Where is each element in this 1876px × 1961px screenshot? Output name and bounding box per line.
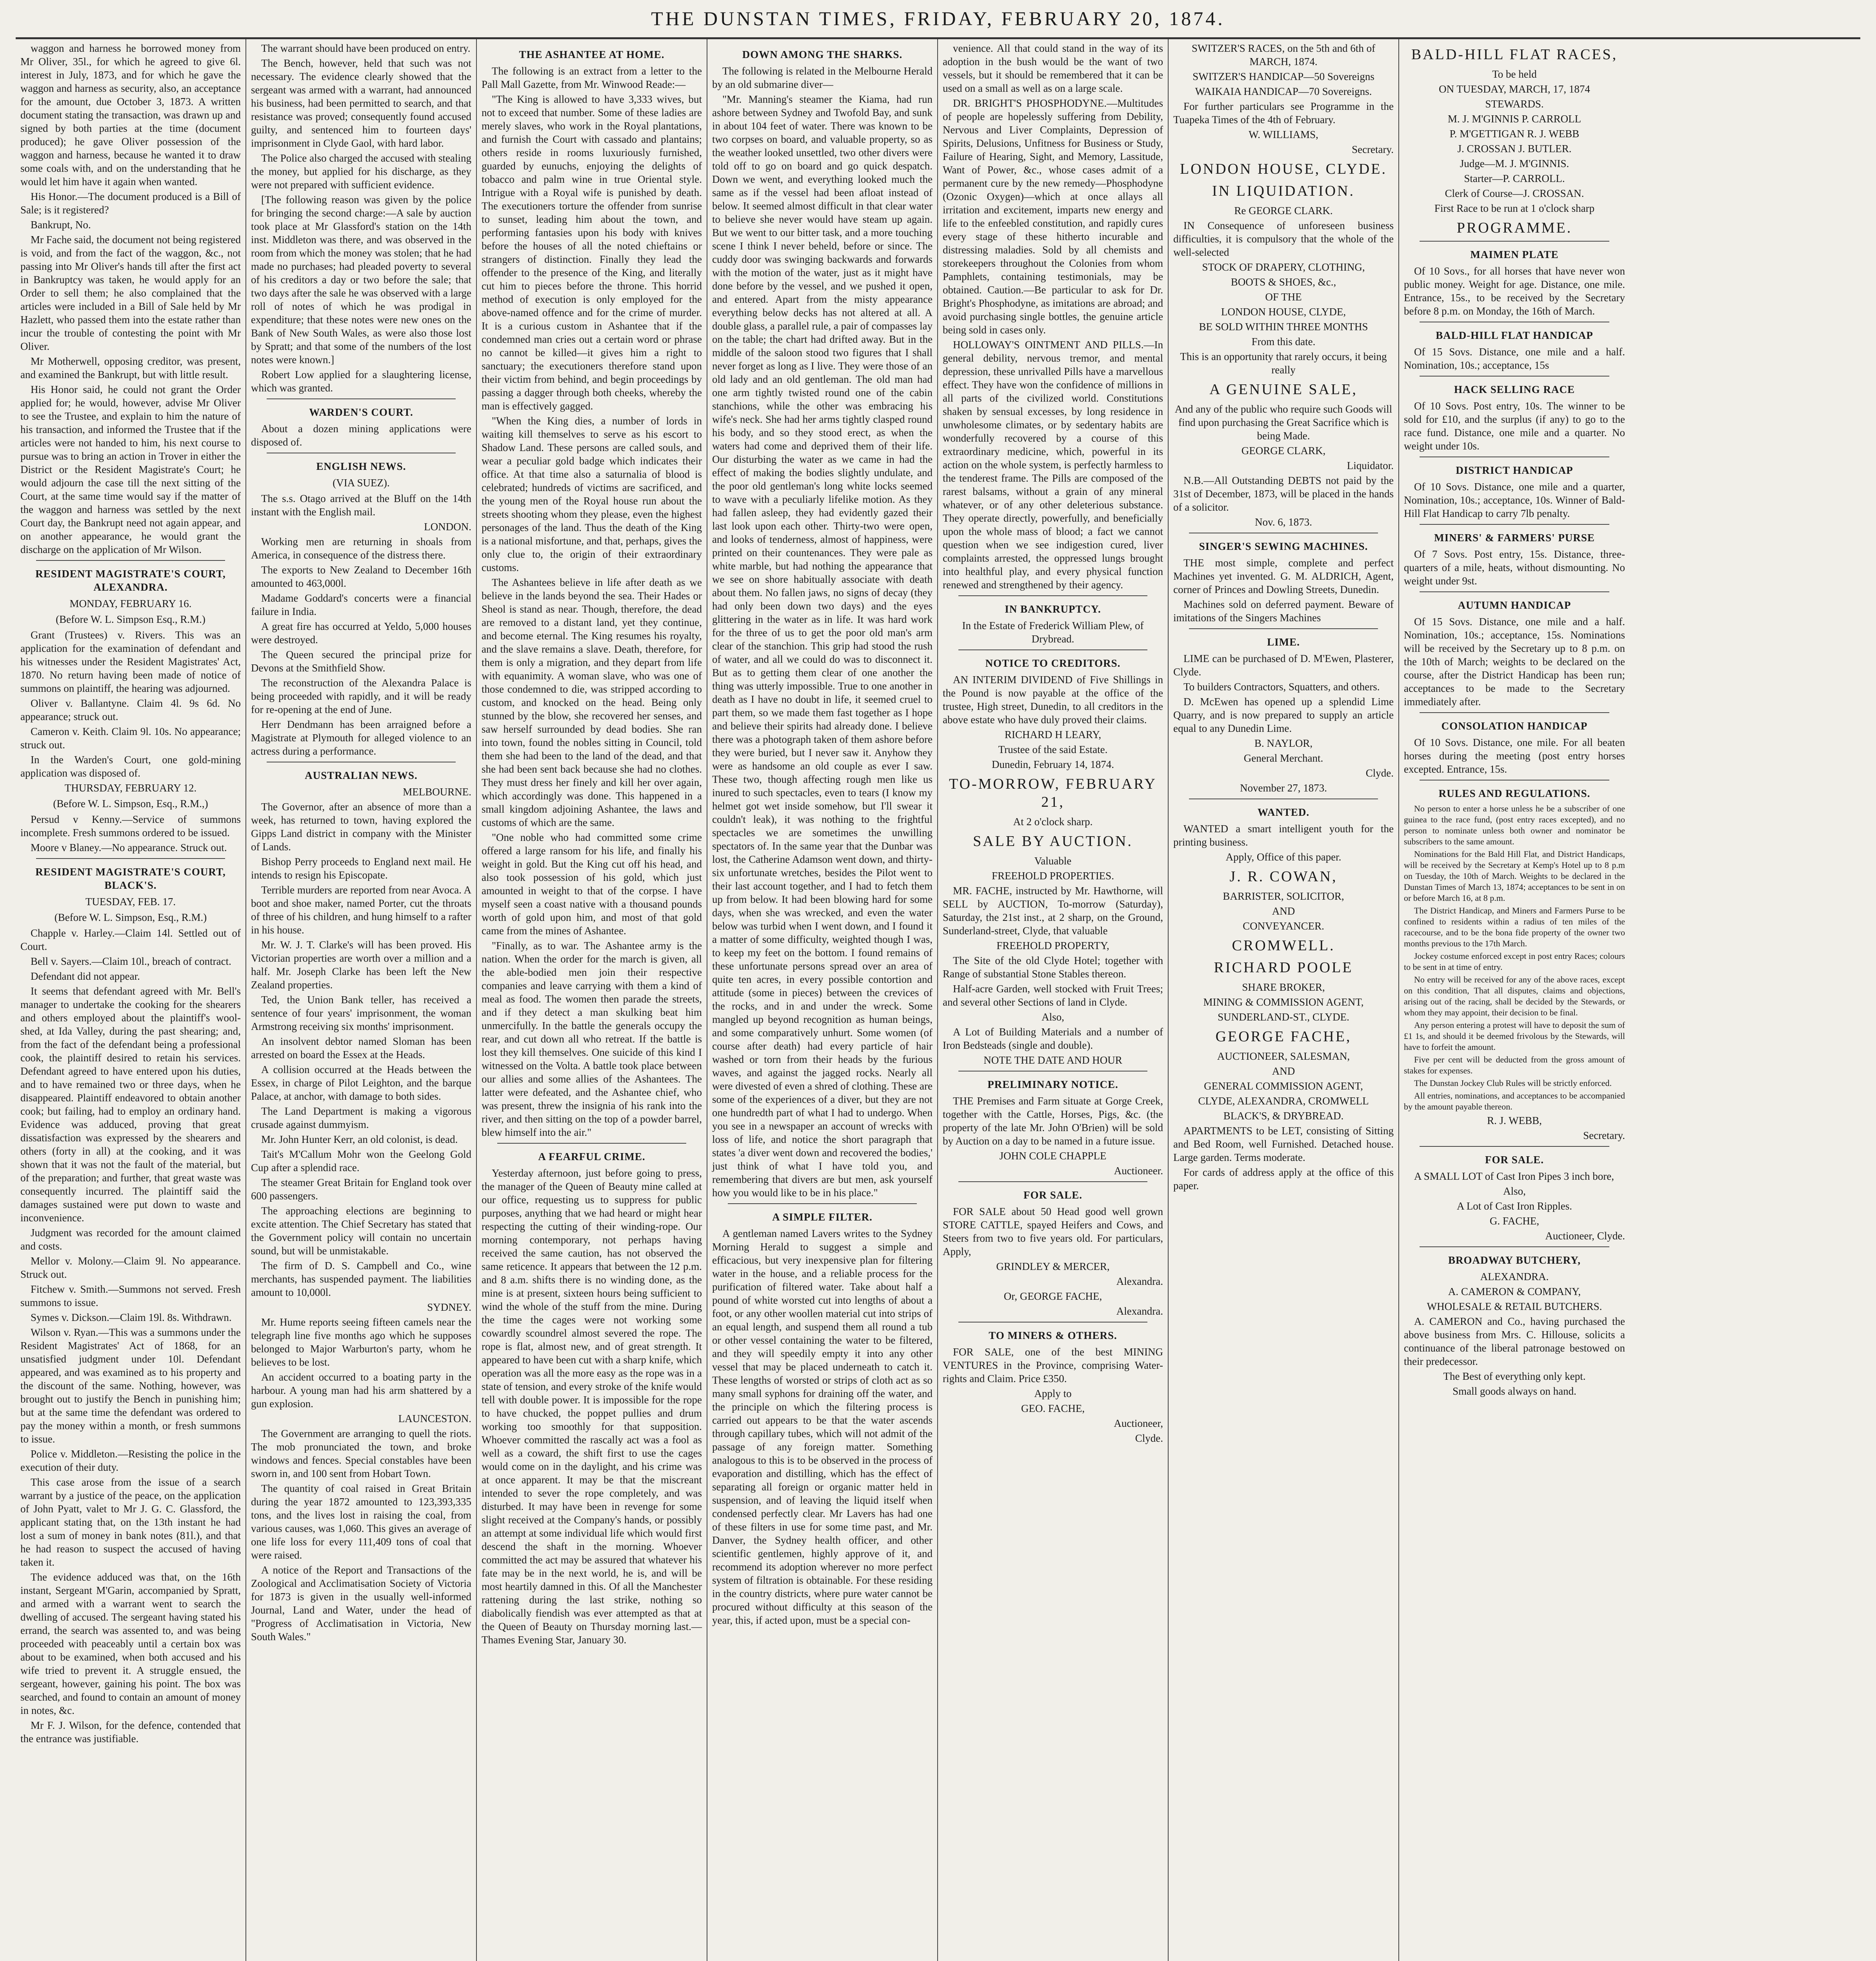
advert-heading: GEORGE FACHE,: [1215, 1028, 1352, 1045]
divider: [1420, 1246, 1609, 1247]
column-1: [16, 39, 246, 1961]
article-paragraph: A great fire has occurred at Yeldo, 5,000 houses were destroyed.: [251, 620, 471, 646]
advert-heading: PROGRAMME.: [1456, 220, 1572, 236]
article-paragraph: This case arose from the issue of a search warrant by a justice of the peace, on the application of John Pyatt, valet to Mr J. G. C. Glassford, the applicant stating that, on the 13th instant he had lost a sum of money in bank notes (81l.), and that he had reason to suspect the accused of having taken it.: [20, 1476, 241, 1568]
column-5: [938, 39, 1169, 1961]
article-paragraph: Mr F. J. Wilson, for the defence, contended that the entrance was justifiable.: [20, 1719, 241, 1745]
article-paragraph: The Ashantees believe in life after death as we believe in the lands beyond the sea. Their Hades or Sheol is stand as near. Though, therefore, the dead are removed to a distant land, yet they continue, and become eternal. The King resumes his royalty, and the slave remains a slave. Death, therefore, for them is only a migration, and they depart from life with equanimity. A woman slave, who was one of those condemned to die, was stripped according to custom, and knocked on the head. Being only stunned by the blow, she recovered her senses, and saw herself surrounded by dead bodies. She ran into town, found the nobles sitting in Council, told them she had been to the land of the dead, and that she had been sent back because she had no clothes. They must dress her finely and kill her over again, which accordingly was done. This happened in a small kingdom adjoining Ashantee, the laws and customs of which are the same.: [482, 577, 702, 828]
advert-line: And any of the public who require such Goods will find upon purchasing the Great Sacrifice which is being Made.: [1174, 403, 1392, 442]
section-heading: BALD-HILL FLAT HANDICAP: [1436, 329, 1593, 341]
advert-line: BE SOLD WITHIN THREE MONTHS: [1199, 321, 1368, 333]
signature-line: Alexandra.: [1116, 1275, 1163, 1287]
article-paragraph: Terrible murders are reported from near Avoca. A boot and shoe maker, named Porter, cut the throats of three of his children, and hung himself to a rafter in his house.: [251, 884, 471, 936]
article-paragraph: Ted, the Union Bank teller, has received a sentence of four years' imprisonment, the woman Armstrong receiving six months' imprisonment.: [251, 994, 471, 1032]
advert-heading: A GENUINE SALE,: [1209, 381, 1358, 398]
advert-line: SWITZER'S RACES, on the 5th and 6th of MARCH, 1874.: [1191, 42, 1376, 67]
article-paragraph: Grant (Trustees) v. Rivers. This was an application for the examination of defendant and his witnesses under the Resident Magistrates' Act, 1870. No return having been made of notice of summons on plaintiff, the hearing was adjourned.: [20, 629, 241, 694]
advert-line: M. J. M'GINNIS P. CARROLL: [1447, 113, 1582, 125]
article-paragraph: The approaching elections are beginning to excite attention. The Chief Secretary has stated that the Government policy will contain no uncertain sound, but will be unmistakable.: [251, 1205, 471, 1257]
advert-line: To be held: [1492, 68, 1537, 80]
article-paragraph: Defendant did not appear.: [31, 970, 140, 982]
article-paragraph: Of 15 Sovs. Distance, one mile and a half. Nomination, 10s.; acceptance, 15s. Nominations will be received by the Secretary up to 8 p.m. on the 10th of March; weights to be declared on the course, after the District Handicap has been run; acceptances to be made to the Secretary immediately after.: [1404, 616, 1625, 708]
advert-line: J. CROSSAN J. BUTLER.: [1457, 143, 1572, 155]
article-paragraph: Persud v Kenny.—Service of summons incomplete. Fresh summons ordered to be issued.: [20, 813, 241, 839]
section-heading: SINGER'S SEWING MACHINES.: [1199, 540, 1368, 552]
article-paragraph: A gentleman named Lavers writes to the Sydney Morning Herald to suggest a simple and efficacious, but very inexpensive plan for filtering water in the house, and a reliable process for the purification of filtered water. Take about half a pound of white worsted cut into lengths of about a foot, or any other woollen material cut into strips of an equal length, and suspend them all round a tub or other vessel containing the water to be filtered, and they will speedily empty it into any other vessel that may be placed underneath to catch it. These lengths of worsted or strips of cloth act as so many small syphons for draining off the water, and the principle on which the filtering process is carried out appears to be that the water ascends through capillary tubes, which will not admit of the passage of any foreign matter. Something analogous to this is to be observed in the process of evaporation and distilling, which has the effect of separating all foreign or organic matter held in suspension, and of leaving the liquid itself when condensed perfectly clear. Mr Lavers has had one of these filters in use for some time past, and Mr. Danver, the Sydney health officer, and other scientific gentlemen, highly approve of it, and recommend its adoption wherever no more perfect system of filtration is obtainable. For these residing in the country districts, where pure water cannot be procured without difficulty at this season of the year, this, if acted upon, must be a special con-: [712, 1228, 933, 1626]
section-subheading: (Before W. L. Simpson, Esq., R.M.,): [53, 798, 208, 810]
article-paragraph: THE most simple, complete and perfect Machines yet invented. G. M. ALDRICH, Agent, corner of Princes and Dowling Streets, Dunedin.: [1173, 557, 1394, 595]
advert-heading: BALD-HILL FLAT RACES,: [1411, 46, 1618, 63]
article-paragraph: Of 10 Sovs. Distance, one mile and a quarter, Nomination, 10s.; acceptance, 10s. Winner of Bald-Hill Flat Handicap to carry 7lb penalty.: [1404, 481, 1625, 519]
article-paragraph: The following is related in the Melbourne Herald by an old submarine diver—: [712, 65, 933, 90]
article-paragraph: A notice of the Report and Transactions of the Zoological and Acclimatisation Society of Victoria for 1873 is given in the usually well-informed Journal, Land and Water, under the head of "Progress of Acclimatisation in Victoria, New South Wales.": [251, 1564, 471, 1643]
article-paragraph: The District Handicap, and Miners and Farmers Purse to be confined to residents within a radius of ten miles of the racecourse, and to be the bona fide property of the owner two months previous to the 17th March.: [1404, 906, 1625, 948]
signature-line: Auctioneer,: [1114, 1417, 1163, 1429]
article-paragraph: N.B.—All Outstanding DEBTS not paid by the 31st of December, 1873, will be placed in the hands of a solicitor.: [1173, 475, 1394, 513]
divider: [36, 858, 225, 859]
advert-line: From this date.: [1251, 336, 1316, 347]
article-paragraph: LIME can be purchased of D. M'Ewen, Plasterer, Clyde.: [1173, 653, 1394, 678]
signature-line: Auctioneer, Clyde.: [1545, 1230, 1625, 1242]
article-paragraph: Moore v Blaney.—No appearance. Struck out.: [31, 842, 227, 853]
article-paragraph: Mr. John Hunter Kerr, an old colonist, is dead.: [261, 1133, 458, 1145]
section-heading: MAIMEN PLATE: [1470, 249, 1559, 260]
advert-line: Also,: [1042, 1011, 1064, 1023]
article-paragraph: The steamer Great Britain for England took over 600 passengers.: [251, 1177, 471, 1202]
signature-line: Alexandra.: [1116, 1305, 1163, 1317]
article-paragraph: Mr Fache said, the document not being registered is void, and from the fact of the waggon, &c., not passing into Mr Oliver's hands till after the first act in Bankruptcy was taken, he would apply for an Order to sell them; he also complained that the articles were included in a Bill of Sale held by Mr Hazlett, who passed them into the estate rather than incur the trouble of contesting the point with Mr Oliver.: [20, 234, 241, 352]
section-heading: BROADWAY BUTCHERY,: [1448, 1254, 1581, 1266]
advert-line: FREEHOLD PROPERTIES.: [992, 870, 1114, 882]
advert-line: OF THE: [1265, 291, 1302, 303]
section-heading: IN BANKRUPTCY.: [1005, 603, 1101, 615]
article-paragraph: Robert Low applied for a slaughtering license, which was granted.: [251, 369, 471, 394]
article-paragraph: [The following reason was given by the police for bringing the second charge:—A sale by auction took place at Mr Glassford's station on the 14th inst. Middleton was there, and was observed in the room from which the money was stolen; that he had made no purchases; had pleaded poverty to several of his creditors a day or two before the sale; that two days after the sale he was observed with a large roll of notes of which he was prodigal in expenditure; that these notes were new ones on the Bank of New South Wales, as were also those lost by Spratt; and that some of the numbers of the lost notes were known.]: [251, 194, 471, 366]
article-paragraph: No entry will be received for any of the above races, except on this condition, That all disputes, claims and objections, arising out of the racing, shall be decided by the Stewards, or whom they may appoint, their decision to be final.: [1404, 975, 1625, 1017]
article-paragraph: Of 15 Sovs. Distance, one mile and a half. Nomination, 10s.; acceptance, 15s: [1404, 346, 1625, 371]
signature-line: Clyde.: [1365, 767, 1394, 779]
advert-heading: SALE BY AUCTION.: [973, 833, 1133, 850]
advert-line: AND: [1272, 905, 1295, 917]
advert-line: GEORGE CLARK,: [1241, 445, 1326, 457]
article-paragraph: Chapple v. Harley.—Claim 14l. Settled out of Court.: [20, 927, 241, 952]
signature-line: SYDNEY.: [427, 1301, 471, 1313]
section-heading: NOTICE TO CREDITORS.: [985, 657, 1121, 669]
advert-line: GEO. FACHE,: [1021, 1403, 1085, 1414]
article-paragraph: In the Warden's Court, one gold-mining application was disposed of.: [20, 754, 241, 779]
divider: [1189, 628, 1378, 629]
article-paragraph: The s.s. Otago arrived at the Bluff on the 14th instant with the English mail.: [251, 493, 471, 518]
advert-line: Starter—P. CARROLL.: [1464, 173, 1565, 184]
column-7: [1399, 39, 1630, 1961]
advert-line: BLACK'S, & DRYBREAD.: [1223, 1110, 1344, 1122]
article-paragraph: Bell v. Sayers.—Claim 10l., breach of contract.: [31, 955, 231, 967]
divider: [958, 595, 1147, 596]
section-heading: FOR SALE.: [1023, 1189, 1083, 1201]
advert-line: STOCK OF DRAPERY, CLOTHING,: [1202, 261, 1365, 273]
article-paragraph: A SMALL LOT of Cast Iron Pipes 3 inch bore,: [1414, 1170, 1614, 1182]
section-heading: AUTUMN HANDICAP: [1458, 599, 1571, 611]
advert-line: SHARE BROKER,: [1242, 981, 1325, 993]
advert-line: A Lot of Cast Iron Ripples.: [1457, 1200, 1572, 1212]
signature-line: LONDON.: [424, 521, 471, 533]
advert-line: WHOLESALE & RETAIL BUTCHERS.: [1427, 1301, 1602, 1312]
article-paragraph: The reconstruction of the Alexandra Palace is being proceeded with rapidly, and it will be ready for re-opening at the end of June.: [251, 677, 471, 715]
advert-heading: IN LIQUIDATION.: [1212, 183, 1355, 199]
article-paragraph: Bankrupt, No.: [31, 219, 91, 231]
signature-line: Secretary.: [1583, 1130, 1625, 1141]
section-heading: DOWN AMONG THE SHARKS.: [742, 49, 903, 60]
divider: [497, 1143, 686, 1144]
article-paragraph: "One noble who had committed some crime offered a large ransom for his life, and finally his weight in gold. But the King cut off his head, and also took possession of his gold, which just amounted in weight to that of the corpse. I have myself seen a coast native with a thousand pounds worth of gold upon him, and most of that gold came from the mines of Ashantee.: [482, 831, 702, 937]
advert-line: STEWARDS.: [1485, 98, 1544, 110]
divider: [267, 398, 456, 399]
section-heading: WANTED.: [1257, 806, 1310, 818]
article-paragraph: Judgment was recorded for the amount claimed and costs.: [20, 1227, 241, 1252]
article-paragraph: D. McEwen has opened up a splendid Lime Quarry, and is now prepared to supply an article equal to any Dunedin Lime.: [1173, 696, 1394, 734]
advert-heading: LONDON HOUSE, CLYDE.: [1180, 161, 1387, 177]
advert-line: Or, GEORGE FACHE,: [1003, 1290, 1102, 1302]
signature-line: LAUNCESTON.: [398, 1413, 471, 1424]
advert-line: B. NAYLOR,: [1254, 737, 1313, 749]
article-paragraph: "Finally, as to war. The Ashantee army is the nation. When the order for the march is given, all the able-bodied men join their respective companies and leave carrying with them a kind of meal as food. The women then parade the streets, and if they detect a man skulking beat him unmercifully. In the battle the generals occupy the rear, and cut down all who retreat. If the battle is lost they kill themselves. One suicide of this kind I witnessed on the Volta. A battle took place between our allies and some allies of the Ashantees. The latter were defeated, and the Ashantee chief, who was present, threw the insignia of his rank into the river, and then sitting on the top of a powder barrel, blew himself into the air.": [482, 940, 702, 1138]
advert-line: JOHN COLE CHAPPLE: [999, 1150, 1107, 1162]
article-paragraph: An insolvent debtor named Sloman has been arrested on board the Essex at the Heads.: [251, 1035, 471, 1061]
article-paragraph: A Lot of Building Materials and a number of Iron Bedsteads (single and double).: [943, 1026, 1163, 1051]
article-paragraph: Machines sold on deferred payment. Beware of imitations of the Singers Machines: [1173, 598, 1394, 624]
advert-line: Clerk of Course—J. CROSSAN.: [1445, 187, 1584, 199]
signature-line: MELBOURNE.: [403, 786, 471, 798]
advert-heading: CROMWELL.: [1232, 937, 1335, 954]
advert-line: W. WILLIAMS,: [1249, 129, 1318, 140]
article-paragraph: The Police also charged the accused with stealing the money, but applied for his discharge, as they were not prepared with sufficient evidence.: [251, 152, 471, 191]
advert-heading: RICHARD POOLE: [1214, 959, 1353, 976]
masthead: THE DUNSTAN TIMES, FRIDAY, FEBRUARY 20, 1874.: [651, 7, 1225, 29]
article-paragraph: His Honor.—The document produced is a Bill of Sale; is it registered?: [20, 191, 241, 216]
signature-line: Clyde.: [1135, 1432, 1163, 1444]
advert-line: G. FACHE,: [1489, 1215, 1540, 1227]
divider: [1420, 376, 1609, 377]
column-4: [707, 39, 938, 1961]
advert-line: A. CAMERON & COMPANY,: [1448, 1286, 1581, 1297]
section-subheading: TUESDAY, FEB. 17.: [85, 896, 176, 908]
divider: [1420, 1146, 1609, 1147]
column-2: [246, 39, 477, 1961]
divider: [958, 649, 1147, 650]
article-paragraph: The Site of the old Clyde Hotel; together with Range of substantial Stone Stables thereon.: [943, 955, 1163, 980]
article-paragraph: The Queen secured the principal prize for Devons at the Smithfield Show.: [251, 649, 471, 674]
article-paragraph: MR. FACHE, instructed by Mr. Hawthorne, will SELL by AUCTION, To-morrow (Saturday), Saturday, the 21st inst., at 2 sharp, on the Ground, Sunderland-street, Clyde, that valuable: [943, 885, 1163, 937]
article-paragraph: Mellor v. Molony.—Claim 9l. No appearance. Struck out.: [20, 1255, 241, 1280]
article-paragraph: The warrant should have been produced on entry.: [261, 42, 471, 54]
article-paragraph: Working men are returning in shoals from America, in consequence of the distress there.: [251, 536, 471, 561]
article-paragraph: Mr. W. J. T. Clarke's will has been proved. His Victorian properties are worth over a million and a half. Mr. Joseph Clarke has been left the New Zealand properties.: [251, 939, 471, 991]
article-paragraph: Of 10 Sovs., for all horses that have never won public money. Weight for age. Distance, one mile. Entrance, 15s., to be received by the Secretary before 8 p.m. on Monday, the 16th of March.: [1404, 265, 1625, 317]
article-paragraph: Cameron v. Keith. Claim 9l. 10s. No appearance; struck out.: [20, 726, 241, 751]
article-paragraph: It seems that defendant agreed with Mr. Bell's manager to undertake the cooking for the shearers and others employed about the plaintiff's wool-shed, at Ida Valley, during the past shearing; and, from the fact of the defendant being a professional cook, the plaintiff desired to retain his services. Defendant agreed to have entered upon his duties, and to have remained two or three days, when he disappeared. Plaintiff endeavored to obtain another cook; but failing, had to employ an ordinary hand. Evidence was adduced, proving that great dissatisfaction was expressed by the shearers and others (forty in all) at the cooking, and it was shown that it was not the fault of the material, but of the preparation; and further, that great waste was consequently incurred. The plaintiff said the damages sustained were put down to waste and inconvenience.: [20, 985, 241, 1224]
section-heading: AUSTRALIAN NEWS.: [305, 769, 418, 781]
article-paragraph: Half-acre Garden, well stocked with Fruit Trees; and several other Sections of land in Clyde.: [943, 983, 1163, 1008]
article-paragraph: The Dunstan Jockey Club Rules will be strictly enforced.: [1414, 1078, 1612, 1088]
article-paragraph: HOLLOWAY'S OINTMENT AND PILLS.—In general debility, nervous tremor, and mental depression, these unrivalled Pills have a marvellous effect. They have won the confidence of millions in all parts of the civilized world. Constitutions shaken by sensual excesses, by long residence in unwholesome climates, or by sedentary habits are wonderfully recovered by a course of this extraordinary medicine, which, powerful in its action on the whole system, is perfectly harmless to the tenderest frame. The Pills are composed of the rarest balsams, without a grain of any mineral whatever, or of any other deleterious substance. They operate directly, powerfully, and beneficially upon the whole mass of blood; a fact we cannot question when we see indigestion cured, liver complaints arrested, the oppressed lungs brought into healthful play, and every physical function renewed and strengthened by their agency.: [943, 339, 1163, 591]
article-paragraph: THE Premises and Farm situate at Gorge Creek, together with the Cattle, Horses, Pigs, &c. (the property of the late Mr. John O'Brien) will be sold by Auction on a day to be named in a future issue.: [943, 1095, 1163, 1147]
article-paragraph: Five per cent will be deducted from the gross amount of stakes for expenses.: [1404, 1055, 1625, 1075]
advert-line: RICHARD H LEARY,: [1004, 729, 1102, 740]
page-columns: [16, 37, 1860, 1961]
article-paragraph: For further particulars see Programme in the Tuapeka Times of the 4th of February.: [1173, 100, 1394, 126]
article-paragraph: Of 10 Sovs. Distance, one mile. For all beaten horses during the meeting (post entry horses excepted. Entrance, 15s.: [1404, 737, 1625, 775]
advert-line: In the Estate of Frederick William Plew, of Drybread.: [962, 620, 1144, 645]
advert-line: LONDON HOUSE, CLYDE,: [1221, 306, 1346, 318]
signature-line: Liquidator.: [1347, 460, 1394, 471]
advert-heading: TO-MORROW, FEBRUARY 21,: [949, 776, 1157, 810]
advert-line: AUCTIONEER, SALESMAN,: [1217, 1050, 1350, 1062]
advert-line: November 27, 1873.: [1240, 782, 1327, 794]
section-heading: ENGLISH NEWS.: [316, 460, 406, 472]
article-paragraph: A collision occurred at the Heads between the Essex, in charge of Pilot Leighton, and the barque Palace, at anchor, with damage to both sides.: [251, 1064, 471, 1102]
article-paragraph: Of 7 Sovs. Post entry, 15s. Distance, three-quarters of a mile, heats, without dismounting. No weight under 9st.: [1404, 548, 1625, 587]
article-paragraph: The firm of D. S. Campbell and Co., wine merchants, has suspended payment. The liabilities amount to 10,000l.: [251, 1260, 471, 1298]
advert-line: Re GEORGE CLARK.: [1234, 205, 1333, 216]
advert-line: NOTE THE DATE AND HOUR: [983, 1054, 1122, 1066]
advert-line: CLYDE, ALEXANDRA, CROMWELL: [1198, 1095, 1369, 1107]
article-paragraph: Fitchew v. Smith.—Summons not served. Fresh summons to issue.: [20, 1283, 241, 1308]
article-paragraph: "The King is allowed to have 3,333 wives, but not to exceed that number. Some of these ladies are merely slaves, who work in the Royal plantations, and furnish the Court with cassado and plantains; others reside in rooms luxuriously furnished, guarded by eunuchs, enjoying the delights of tobacco and palm wine in true Oriental style. Intrigue with a Royal wife is punished by death. The executioners torture the offender from sunrise to sunset, leading him about the town, and performing fantasies upon his body with knives before the houses of all the noted chieftains or strangers of distinction. Finally they lead the offender to the presence of the King, and literally cut him to pieces before the throne. This horrid method of execution is only employed for the above-named offence and for the crime of murder. It is a curious custom in Ashantee that if the condemned man cries out a certain word or phrase no cannot be killed—it gives him a right to sanctuary; the executioners therefore stand upon their victim from behind, and begin proceedings by passing a dagger through both cheeks, whereby the man is effectively gagged.: [482, 93, 702, 412]
article-paragraph: IN Consequence of unforeseen business difficulties, it is compulsory that the whole of the well-selected: [1173, 220, 1394, 258]
advert-line: SWITZER'S HANDICAP—50 Sovereigns: [1192, 71, 1374, 82]
section-heading: FOR SALE.: [1485, 1154, 1544, 1166]
article-paragraph: The following is an extract from a letter to the Pall Mall Gazette, from Mr. Winwood Reade:—: [482, 65, 702, 90]
column-3: [477, 39, 707, 1961]
article-paragraph: No person to enter a horse unless he be a subscriber of one guinea to the race fund, (post entry races excepted), and no person to nominate unless both owner and nominator be subscribers to the same amount.: [1404, 804, 1625, 846]
article-paragraph: Madame Goddard's concerts were a financial failure in India.: [251, 592, 471, 617]
article-paragraph: All entries, nominations, and acceptances to be accompanied by the amount payable thereon.: [1404, 1091, 1625, 1111]
advert-line: Trustee of the said Estate.: [998, 744, 1108, 755]
divider: [1420, 241, 1609, 242]
divider: [1420, 712, 1609, 713]
signature-line: Auctioneer.: [1114, 1165, 1163, 1177]
article-paragraph: venience. All that could stand in the way of its adoption in the bush would be the want of two vessels, but it should be remembered that it can be used on a small as well as on a large scale.: [943, 42, 1163, 94]
advert-line: Apply to: [1034, 1388, 1072, 1399]
article-paragraph: The Bench, however, held that such was not necessary. The evidence clearly showed that the sergeant was armed with a warrant, had announced his business, had been permitted to search, and that resistance was proved; consequently found accused guilty, and sentenced him to fourteen days' imprisonment in Clyde Gaol, with hard labor.: [251, 57, 471, 149]
article-paragraph: WANTED a smart intelligent youth for the printing business.: [1173, 823, 1394, 848]
article-paragraph: The Government are arranging to quell the riots. The mob pronunciated the town, and broke windows and fences. Special constables have been sworn in, and 100 sent from Hobart Town.: [251, 1428, 471, 1479]
article-paragraph: DR. BRIGHT'S PHOSPHODYNE.—Multitudes of people are hopelessly suffering from Debility, Nervous and Liver Complaints, Depression of Spirits, Delusions, Unfitness for Business or Study, Failure of Hearing, Sight, and Memory, Lassitude, Want of Power, &c., whose cases admit of a permanent cure by the new remedy—Phosphodyne (Ozonic Oxygen)—which at once allays all irritation and excitement, imparts new energy and life to the enfeebled constitution, and rapidly cures every stage of these hitherto incurable and distressing maladies. Sold by all chemists and storekeepers throughout the Colonies from whom Pamphlets, containing testimonials, may be obtained. Caution.—Be particular to ask for Dr. Bright's Phosphodyne, as imitations are abroad; and avoid purchasing single bottles, the genuine article being sold in cases only.: [943, 97, 1163, 336]
advert-line: Also,: [1503, 1185, 1526, 1197]
divider: [36, 560, 225, 561]
article-paragraph: An accident occurred to a boating party in the harbour. A young man had his arm shattered by a gun explosion.: [251, 1371, 471, 1410]
advert-line: BOOTS & SHOES, &c.,: [1231, 276, 1336, 288]
advert-line: FREEHOLD PROPERTY,: [996, 940, 1109, 951]
article-paragraph: Nominations for the Bald Hill Flat, and District Handicaps, will be received by the Secretary at Kemp's Hotel up to 8 p.m on Tuesday, the 10th of March. Weights to be declared in the Dunstan Times of March 13, 1874; acceptances to be sent in on or before March 16, at 8 p.m.: [1404, 849, 1625, 903]
section-heading: TO MINERS & OTHERS.: [989, 1330, 1117, 1341]
article-paragraph: Mr Motherwell, opposing creditor, was present, and examined the Bankrupt, but with little result.: [20, 355, 241, 380]
article-paragraph: Yesterday afternoon, just before going to press, the manager of the Queen of Beauty mine called at our office, requesting us to suppress for public purposes, anything that we had heard or might hear respecting the cutting of their winding-rope. Our morning contemporary, not perhaps having received the same caution, has not observed the same reticence. It appears that between the 12 p.m. and 8 a.m. shifts there is no winding done, as the mine is at present, sixteen hours being sufficient to wind the whole of the stuff from the mine. During the time the cages were not working some cowardly scoundrel almost severed the rope. The rope is flat, almost new, and of great strength. It appeared to have been cut with a sharp knife, which operation was all the more easy as the rope was in a state of tension, and every stroke of the knife would tell with double power. It is impossible for the rope to have chucked, the poppet pullies and drum working too smoothly for that supposition. Whoever committed the rascally act was a fool as well as a coward, the shift first to use the cages would come on in the daylight, and his crime was at once apparent. It may be that the miscreant intended to sever the rope completely, and was disturbed. It may have been in revenge for some slight received at the Company's hands, or possibly an attempt at some individual life which would first descend the shaft in the morning. Whoever committed the act may be assured that whatever his fate may be in the next world, he is, and will be most heartily damned in this. Of all the Manchester rattening during the last strike, nothing so diabolically fiendish was ever attempted as that at the Queen of Beauty on Thursday morning last.—Thames Evening Star, January 30.: [482, 1167, 702, 1646]
article-paragraph: Police v. Middleton.—Resisting the police in the execution of their duty.: [20, 1448, 241, 1473]
article-paragraph: waggon and harness he borrowed money from Mr Oliver, 35l., for which he agreed to give 6l. interest in July, 1873, and for which he gave the waggon and harness as security, also, an acceptance for the amount, due October 3, 1873. A written document stating the transaction, was drawn up and signed by both parties at the time (document produced); he gave Oliver possession of the waggon and harness, because he wanted it to draw some coals with, and on the understanding that he would let him have it again when wanted.: [20, 42, 241, 187]
advert-line: BARRISTER, SOLICITOR,: [1223, 890, 1344, 902]
column-6: [1169, 39, 1399, 1961]
advert-line: AND: [1272, 1065, 1295, 1077]
section-heading: A FEARFUL CRIME.: [538, 1151, 645, 1162]
divider: [1420, 591, 1609, 592]
article-paragraph: Bishop Perry proceeds to England next mail. He intends to resign his Episcopate.: [251, 856, 471, 881]
advert-line: GRINDLEY & MERCER,: [996, 1261, 1110, 1272]
advert-line: First Race to be run at 1 o'clock sharp: [1434, 202, 1595, 214]
section-heading: MINERS' & FARMERS' PURSE: [1434, 532, 1595, 544]
article-paragraph: Of 10 Sovs. Post entry, 10s. The winner to be sold for £10, and the surplus (if any) to go to the race fund. Distance, one mile and a quarter. No weight under 10s.: [1404, 400, 1625, 452]
section-heading: WARDEN'S COURT.: [309, 406, 413, 418]
section-heading: PRELIMINARY NOTICE.: [987, 1079, 1118, 1090]
article-paragraph: About a dozen mining applications were disposed of.: [251, 423, 471, 448]
article-paragraph: The quantity of coal raised in Great Britain during the year 1872 amounted to 123,393,335 tons, and the lives lost in raising the coal, from various causes, was 1,060. This gives an average of one life loss for every 111,409 tons of coal that were raised.: [251, 1483, 471, 1561]
advert-line: ON TUESDAY, MARCH, 17, 1874: [1439, 83, 1590, 95]
advert-heading: J. R. COWAN,: [1229, 868, 1338, 885]
article-paragraph: FOR SALE, one of the best MINING VENTURES in the Province, comprising Water-rights and Claim. Price £350.: [943, 1346, 1163, 1384]
section-heading: RESIDENT MAGISTRATE'S COURT, ALEXANDRA.: [35, 568, 226, 593]
article-paragraph: The exports to New Zealand to December 16th amounted to 463,000l.: [251, 564, 471, 589]
advert-line: General Merchant.: [1243, 752, 1323, 764]
advert-line: Apply, Office of this paper.: [1225, 851, 1342, 863]
section-subheading: THURSDAY, FEBRUARY 12.: [64, 782, 197, 794]
advert-line: R. J. WEBB,: [1487, 1115, 1542, 1126]
section-subheading: MONDAY, FEBRUARY 16.: [69, 598, 192, 609]
article-paragraph: Symes v. Dickson.—Claim 19l. 8s. Withdrawn.: [31, 1312, 232, 1323]
advert-line: P. M'GETTIGAN R. J. WEBB: [1449, 128, 1580, 140]
section-heading: DISTRICT HANDICAP: [1456, 464, 1573, 476]
article-paragraph: Jockey costume enforced except in post entry Races; colours to be sent in at time of entry.: [1404, 951, 1625, 972]
section-heading: HACK SELLING RACE: [1454, 384, 1575, 395]
article-paragraph: His Honor said, he could not grant the Order applied for; he would, however, advise Mr Oliver to see the Trustee, and explain to him the nature of his transaction, and informed the Trustee that if the articles were not handed to him, his next course to pursue was to bring an action in Trover in either the District or the Resident Magistrate's Court; he would adjourn the case till the next sitting of the Court, at the same time would say if the matter of the waggon and harness was settled by the next Court day, the Bankrupt need not again appear, and on another appearance, he would grant the discharge on the application of Mr Wilson.: [20, 384, 241, 555]
advert-line: Dunedin, February 14, 1874.: [992, 759, 1114, 770]
advert-line: CONVEYANCER.: [1243, 920, 1324, 932]
advert-line: ALEXANDRA.: [1480, 1271, 1549, 1282]
section-heading: LIME.: [1267, 636, 1300, 648]
advert-line: This is an opportunity that rarely occurs, it being really: [1180, 351, 1387, 376]
advert-line: Valuable: [1034, 855, 1072, 867]
advert-line: At 2 o'clock sharp.: [1013, 816, 1093, 828]
advert-line: WAIKAIA HANDICAP—70 Sovereigns.: [1195, 85, 1372, 97]
article-paragraph: Any person entering a protest will have to deposit the sum of £1 1s, and should it be deemed frivolous by the Stewards, will have to forfeit the amount.: [1404, 1020, 1625, 1052]
article-paragraph: To builders Contractors, Squatters, and others.: [1183, 681, 1380, 693]
advert-line: SUNDERLAND-ST., CLYDE.: [1218, 1011, 1349, 1023]
section-subheading: (Before W. L. Simpson, Esq., R.M.): [54, 911, 207, 923]
article-paragraph: "Mr. Manning's steamer the Kiama, had run ashore between Sydney and Twofold Bay, and sunk in about 104 feet of water. There was known to be two corpses on board, and valuable property, so as the weather looked unsettled, two other divers were told off to go on board and go quick despatch. Down we went, and everything looked much the same as if the vessel had been afloat instead of below. It seemed almost difficult in that clear water to believe she never would have steam up again. But we went to our bitter task, and a more touching scene I think I never beheld, before or since. The cuddy door was swinging backwards and forwards with the motion of the water, just as it might have done before by the vessel, and we pushed it open, and entered. Apart from the misty appearance everything below decks has not altered at all. A double glass, a parallel rule, a pair of compasses lay on the table; the chart had drifted away. But in the middle of the saloon stood two figures that I shall never forget as long as I live. They were those of an old lady and an old gentleman. The old man had one arm tightly twisted round one of the cabin stanchions, while the other was embracing his wife's neck. She had her arms tightly clasped round his body, and so they stood erect, as when the waters had come and deprived them of their life. Our disturbing the water as we came in had the effect of making the bodies slightly undulate, and the poor old gentleman's long white locks seemed to wave with a peculiarly lifelike motion. As they had fallen asleep, they had evidently gazed their last look upon each other. Thirty-two were open, and looks of tenderness, almost of happiness, were printed on their countenances. They were pale as white marble, but had nothing the appearance that we see on shore habitually associate with death about them. No fallen jaws, no signs of decay (they had only been down two days) and the eyes glittering in the water as in life. It was hard work for the three of us to get the poor old man's arm clear of the stanchion. This grip had stood the rush of water, and all we could do was to disconnect it. But as to getting them clear of one another the thing was utterly impossible. True to one another in death as I have no doubt in life, it seemed cruel to part them, so we made them fast together as I hope and believe their spirits had already done. I believe there was a photograph taken of them ashore before they were buried, but I never saw it. Anyhow they were as handsome an old couple as ever I saw. These two, though affecting rough men like us inured to such spectacles, even to tears (I know my helmet got wet inside somehow, but I'll swear it couldn't leak), it was nothing to the frightful spectacles we are sometimes the unwilling spectators of. In the same year that the Dunbar was lost, the Catherine Adamson went down, and thirty-six unfortunate wretches, besides the Pilot went to their last account together, and I had to fetch them up from below. It had been blowing hard for some days, when she was wrecked, and even the water below was turbid when I went down, and I found it a matter of some difficulty, weighted though I was, to keep my feet on the bottom. I found remains of these unfortunate persons spread over an area of quite ten acres, in every possible contortion and attitude (some in pieces) between the crevices of the rocks, and in and under the wreck. Some mangled up beyond recognition as human beings, and some comparatively unhurt. Some women (of course after death) had every particle of hair washed or torn from their heads by the furious waves, and against the jagged rocks. Nearly all were divested of even a shred of clothing. These are some of the experiences of a diver, but they are not one hundredth part of what I had to undergo. When you see in a newspaper an account of wrecks with loss of life, and notice the short paragraph that states 'a diver went down and recovered the bodies,' just think of what I have told you, and remembering that divers are but men, ask yourself how you would like to be in his place.": [712, 93, 933, 1199]
article-paragraph: A. CAMERON and Co., having purchased the above business from Mrs. C. Hillouse, solicits a continuance of the liberal patronage bestowed on their predecessor.: [1404, 1315, 1625, 1367]
article-paragraph: The Governor, after an absence of more than a week, has returned to town, having explored the Gipps Land district in company with the Minister of Lands.: [251, 801, 471, 853]
advert-line: Nov. 6, 1873.: [1255, 516, 1312, 528]
advert-line: Judge—M. J. M'GINNIS.: [1460, 158, 1569, 169]
advert-line: MINING & COMMISSION AGENT,: [1203, 996, 1364, 1008]
section-heading: RESIDENT MAGISTRATE'S COURT, BLACK'S.: [35, 866, 226, 891]
article-paragraph: Tait's M'Callum Mohr won the Geelong Gold Cup after a splendid race.: [251, 1148, 471, 1173]
article-paragraph: For cards of address apply at the office of this paper.: [1173, 1166, 1394, 1192]
section-heading: CONSOLATION HANDICAP: [1441, 720, 1588, 732]
article-paragraph: "When the King dies, a number of lords in waiting kill themselves to serve as his escort to Shadow Land. These persons are called souls, and wear a peculiar gold badge which indicates their office. At that time also a saturnalia of blood is celebrated; hundreds of victims are sacrificed, and the young men of the Royal house run about the streets shooting whom they please, even the highest personages of the land. Thus the death of the King is a national misfortune, and that, perhaps, gives the only clue to, the origin of their extraordinary customs.: [482, 415, 702, 573]
article-paragraph: Wilson v. Ryan.—This was a summons under the Resident Magistrates' Act of 1868, for an unsatisfied judgment under 10l. Defendant appeared, and was examined as to his property and the discount of the same. Nothing, however, was brought out to justify the Bench in punishing him; but at the same time the defendant was ordered to pay the money within a month, or fresh summons to issue.: [20, 1326, 241, 1445]
section-heading: THE ASHANTEE AT HOME.: [519, 49, 665, 60]
signature-line: Secretary.: [1352, 144, 1394, 155]
section-subheading: (VIA SUEZ).: [333, 477, 390, 489]
article-paragraph: The evidence adduced was that, on the 16th instant, Sergeant M'Garin, accompanied by Spratt, and armed with a warrant went to search the dwelling of accused. The sergeant having stated his errand, the search was assented to, and was being proceeded with peaceably until a certain box was about to be examined, when both accused and his wife tried to prevent it. A struggle ensued, the sergeant, however, gaining his point. The box was searched, and found to contain an amount of money in notes, &c.: [20, 1571, 241, 1716]
section-heading: RULES AND REGULATIONS.: [1438, 788, 1591, 799]
section-heading: A SIMPLE FILTER.: [772, 1211, 873, 1223]
article-paragraph: Oliver v. Ballantyne. Claim 4l. 9s 6d. No appearance; struck out.: [20, 697, 241, 722]
advert-line: GENERAL COMMISSION AGENT,: [1204, 1080, 1363, 1092]
section-subheading: (Before W. L. Simpson Esq., R.M.): [56, 613, 205, 625]
article-paragraph: Herr Dendmann has been arraigned before a Magistrate at Plymouth for alleged violence to an actress during a performance.: [251, 719, 471, 757]
divider: [728, 1203, 917, 1204]
article-paragraph: The Land Department is making a vigorous crusade against dummyism.: [251, 1105, 471, 1130]
article-paragraph: Mr. Hume reports seeing fifteen camels near the telegraph line five months ago which he supposes belonged to Major Warburton's party, whom he believes to be lost.: [251, 1316, 471, 1368]
divider: [1420, 524, 1609, 525]
article-paragraph: AN INTERIM DIVIDEND of Five Shillings in the Pound is now payable at the office of the trustee, High street, Dunedin, to all creditors in the above estate who have duly proved their claims.: [943, 674, 1163, 726]
divider: [958, 1181, 1147, 1182]
advert-line: Small goods always on hand.: [1452, 1385, 1576, 1397]
article-paragraph: FOR SALE about 50 Head good well grown STORE CATTLE, spayed Heifers and Cows, and Steers from two to five years old. For particulars, Apply,: [943, 1206, 1163, 1257]
advert-line: The Best of everything only kept.: [1443, 1370, 1586, 1382]
article-paragraph: APARTMENTS to be LET, consisting of Sitting and Bed Room, well Furnished. Detached house. Large garden. Terms moderate.: [1173, 1125, 1394, 1163]
